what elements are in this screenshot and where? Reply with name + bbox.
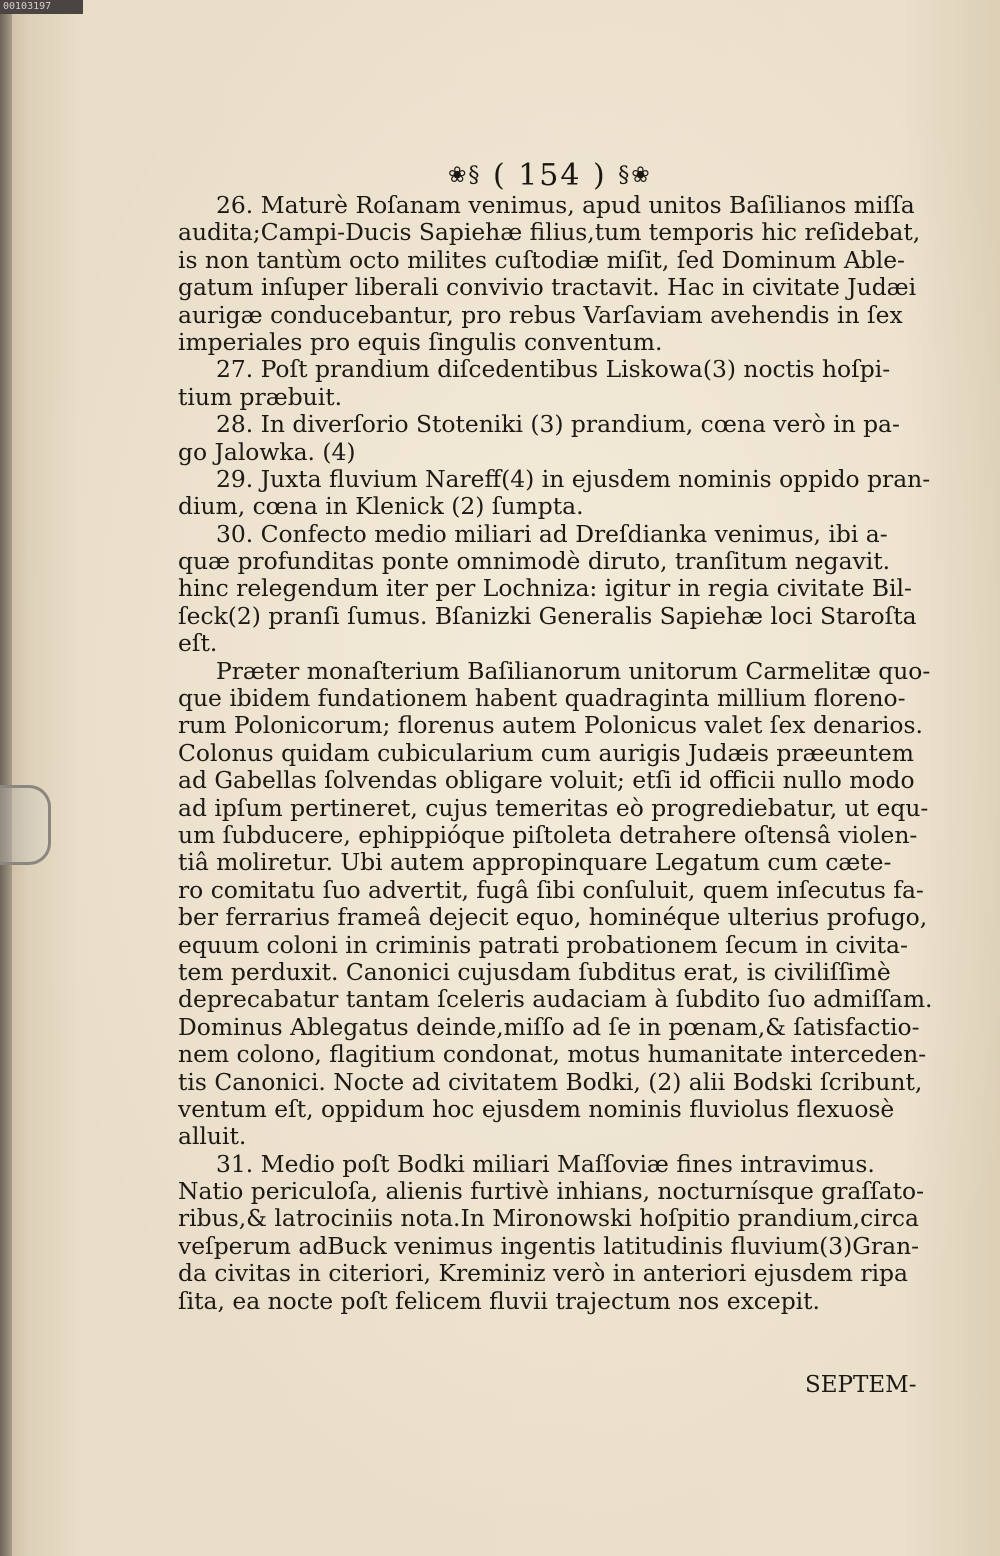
text-line: go Jalowka. (4) — [178, 437, 356, 466]
page-number: ( 154 ) — [492, 158, 607, 193]
text-line: eſt. — [178, 629, 218, 658]
text-line: Colonus quidam cubicularium cum aurigis Judæis præeuntem — [178, 738, 914, 767]
text-line: nem colono, flagitium condonat, motus humanitate interceden- — [178, 1040, 927, 1069]
text-line: equum coloni in criminis patrati probationem ſecum in civita- — [178, 930, 908, 959]
text-line: Natio periculoſa, alienis furtivè inhians, nocturnísque graſſato- — [178, 1177, 924, 1206]
text-line: 26. Maturè Roſanam venimus, apud unitos Baſilianos miſſa — [216, 191, 915, 219]
text-line: ribus,& latrociniis nota.In Mironowski hoſpitio prandium,circa — [178, 1204, 919, 1233]
text-line: audita;Campi-Ducis Sapiehæ filius,tum temporis hic reſidebat, — [178, 218, 921, 247]
text-line: imperiales pro equis ſingulis conventum. — [178, 327, 663, 356]
text-line: quæ profunditas ponte omnimodè diruto, tranſitum negavit. — [178, 547, 891, 576]
text-line: tium præbuit. — [178, 382, 343, 411]
text-line: is non tantùm octo milites cuſtodiæ miſit, ſed Dominum Able- — [178, 245, 905, 274]
ornament-left: ❀§ — [448, 163, 482, 188]
text-line: aurigæ conducebantur, pro rebus Varſaviam avehendis in ſex — [178, 300, 903, 329]
text-line: deprecabatur tantam ſceleris audaciam à ſubdito ſuo admiſſam. — [178, 985, 933, 1014]
text-line: gatum inſuper liberali convivio tractavit. Hac in civitate Judæi — [178, 273, 917, 302]
text-line: da civitas in citeriori, Kreminiz verò in anteriori ejusdem ripa — [178, 1259, 908, 1288]
text-line: ber ferrarius frameâ dejecit equo, hominéque ulterius profugo, — [178, 903, 928, 932]
text-line: 30. Confecto medio miliari ad Dreſdianka venimus, ibi a- — [216, 519, 888, 548]
text-line: ad ipſum pertineret, cujus temeritas eò progrediebatur, ut equ- — [178, 793, 929, 822]
text-line: que ibidem fundationem habent quadraginta millium floreno- — [178, 684, 906, 713]
text-line: um ſubducere, ephippióque piſtoleta detrahere oſtensâ violen- — [178, 820, 918, 849]
text-line: ro comitatu ſuo advertit, fugâ ſibi conſuluit, quem inſecutus fa- — [178, 875, 924, 904]
book-spine — [0, 0, 12, 1556]
ornament-right: §❀ — [618, 163, 652, 188]
text-line: dium, cœna in Klenick (2) ſumpta. — [178, 492, 584, 521]
text-line: Dominus Ablegatus deinde,miſſo ad ſe in pœnam,& ſatisfactio- — [178, 1012, 920, 1041]
text-line: ſeck(2) pranſi ſumus. Bſanizki Generalis Sapiehæ loci Staroſta — [178, 601, 917, 630]
scan-id-label: 00103197 — [0, 0, 83, 14]
text-line: ſita, ea nocte poſt felicem fluvii trajectum nos excepit. — [178, 1286, 820, 1315]
text-line: ad Gabellas ſolvendas obligare voluit; etſi id officii nullo modo — [178, 766, 915, 795]
text-line: 31. Medio poſt Bodki miliari Maſſoviæ fines intravimus. — [216, 1149, 875, 1178]
page-clip — [0, 785, 51, 865]
text-line: Præter monaſterium Baſilianorum unitorum Carmelitæ quo- — [216, 656, 931, 685]
text-line: tiâ moliretur. Ubi autem appropinquare Legatum cum cæte- — [178, 848, 892, 877]
text-line: rum Polonicorum; florenus autem Polonicus valet ſex denarios. — [178, 711, 923, 740]
text-line: tis Canonici. Nocte ad civitatem Bodki, (2) alii Bodski ſcribunt, — [178, 1067, 923, 1096]
text-line: veſperum adBuck venimus ingentis latitudinis fluvium(3)Gran- — [178, 1231, 920, 1260]
text-line: 27. Poſt prandium diſcedentibus Liskowa(3) noctis hoſpi- — [216, 355, 891, 384]
text-line: hinc relegendum iter per Lochniza: igitur in regia civitate Bil- — [178, 574, 912, 603]
text-line: ventum eſt, oppidum hoc ejusdem nominis fluviolus flexuosè — [178, 1094, 895, 1123]
text-line: 29. Juxta fluvium Nareff(4) in ejusdem nominis oppido pran- — [216, 464, 931, 493]
text-line: tem perduxit. Canonici cujusdam ſubditus erat, is civiliſſimè — [178, 957, 891, 986]
text-line: alluit. — [178, 1122, 247, 1151]
body-text — [178, 192, 940, 1315]
catchword: SEPTEM- — [805, 1372, 917, 1398]
text-line: 28. In diverſorio Stoteniki (3) prandium, cœna verò in pa- — [216, 410, 900, 439]
